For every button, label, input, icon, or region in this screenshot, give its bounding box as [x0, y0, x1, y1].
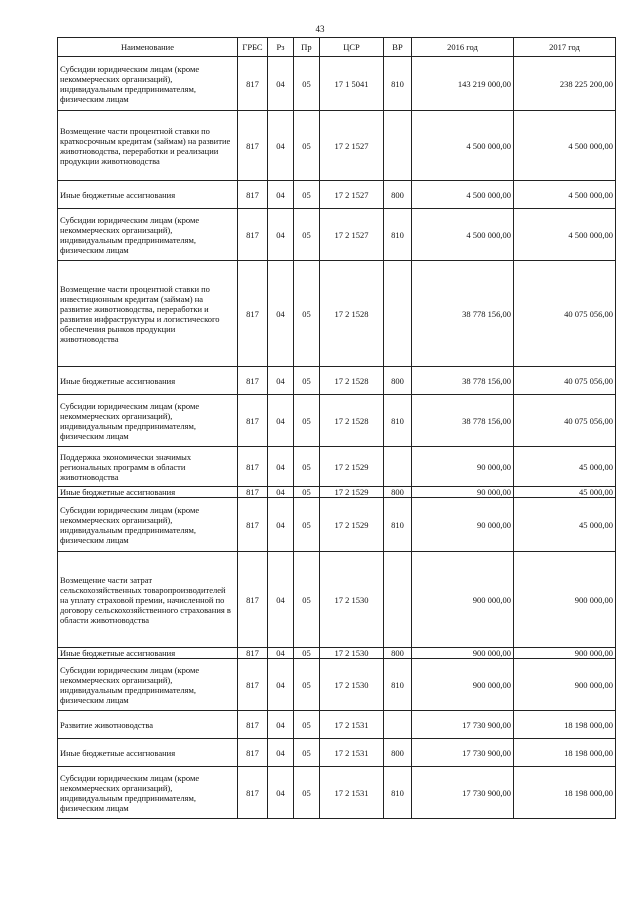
row-csr: 17 2 1529: [320, 487, 384, 498]
row-rz: 04: [268, 739, 294, 767]
row-vr: [384, 552, 412, 648]
row-2017: 238 225 200,00: [514, 57, 616, 111]
row-pr: 05: [294, 767, 320, 819]
row-grbs: 817: [238, 711, 268, 739]
row-pr: 05: [294, 659, 320, 711]
row-grbs: 817: [238, 498, 268, 552]
row-vr: 800: [384, 648, 412, 659]
row-grbs: 817: [238, 447, 268, 487]
row-2016: 38 778 156,00: [412, 261, 514, 367]
row-name: Иные бюджетные ассигнования: [58, 367, 238, 395]
row-rz: 04: [268, 447, 294, 487]
row-2017: 45 000,00: [514, 498, 616, 552]
table-row: [58, 552, 616, 648]
row-pr: 05: [294, 395, 320, 447]
row-grbs: 817: [238, 57, 268, 111]
row-name: Иные бюджетные ассигнования: [58, 739, 238, 767]
row-2017: 900 000,00: [514, 659, 616, 711]
row-rz: 04: [268, 181, 294, 209]
header-grbs: ГРБС: [238, 38, 268, 57]
budget-table: [57, 37, 616, 819]
row-vr: 810: [384, 498, 412, 552]
row-name: Субсидии юридическим лицам (кроме некоммерческих организаций), индивидуальным предпринимателям, физическим лицам: [58, 767, 238, 819]
row-name: Иные бюджетные ассигнования: [58, 487, 238, 498]
row-csr: 17 2 1531: [320, 739, 384, 767]
row-2016: 17 730 900,00: [412, 711, 514, 739]
row-2016: 143 219 000,00: [412, 57, 514, 111]
row-grbs: 817: [238, 209, 268, 261]
row-csr: 17 2 1531: [320, 767, 384, 819]
row-vr: 810: [384, 57, 412, 111]
table-row: [58, 498, 616, 552]
row-pr: 05: [294, 487, 320, 498]
row-rz: 04: [268, 261, 294, 367]
row-pr: 05: [294, 367, 320, 395]
row-2016: 4 500 000,00: [412, 111, 514, 181]
table-row: [58, 739, 616, 767]
row-grbs: 817: [238, 767, 268, 819]
row-grbs: 817: [238, 367, 268, 395]
row-grbs: 817: [238, 659, 268, 711]
row-rz: 04: [268, 767, 294, 819]
row-csr: 17 2 1528: [320, 395, 384, 447]
row-vr: 810: [384, 659, 412, 711]
row-grbs: 817: [238, 552, 268, 648]
row-rz: 04: [268, 395, 294, 447]
row-csr: 17 2 1530: [320, 659, 384, 711]
row-2017: 18 198 000,00: [514, 739, 616, 767]
row-grbs: 817: [238, 111, 268, 181]
row-pr: 05: [294, 57, 320, 111]
row-name: Субсидии юридическим лицам (кроме некоммерческих организаций), индивидуальным предпринимателям, физическим лицам: [58, 498, 238, 552]
row-2016: 17 730 900,00: [412, 767, 514, 819]
row-2016: 38 778 156,00: [412, 395, 514, 447]
row-name: Возмещение части процентной ставки по инвестиционным кредитам (займам) на развитие животноводства, переработки и развития инфраструктуры и логистического обеспечения рынков продукции животноводства: [58, 261, 238, 367]
row-2016: 90 000,00: [412, 447, 514, 487]
row-rz: 04: [268, 711, 294, 739]
row-grbs: 817: [238, 261, 268, 367]
row-rz: 04: [268, 111, 294, 181]
row-2017: 4 500 000,00: [514, 111, 616, 181]
row-pr: 05: [294, 181, 320, 209]
row-rz: 04: [268, 659, 294, 711]
row-csr: 17 1 5041: [320, 57, 384, 111]
row-2016: 900 000,00: [412, 552, 514, 648]
row-csr: 17 2 1531: [320, 711, 384, 739]
row-2017: 40 075 056,00: [514, 395, 616, 447]
row-pr: 05: [294, 111, 320, 181]
table-header-row: [58, 38, 616, 57]
row-vr: 810: [384, 209, 412, 261]
table-row: [58, 181, 616, 209]
table-row: [58, 447, 616, 487]
row-csr: 17 2 1527: [320, 111, 384, 181]
row-pr: 05: [294, 447, 320, 487]
row-2016: 38 778 156,00: [412, 367, 514, 395]
row-vr: [384, 711, 412, 739]
row-vr: [384, 261, 412, 367]
header-csr: ЦСР: [320, 38, 384, 57]
table-row: [58, 209, 616, 261]
row-rz: 04: [268, 498, 294, 552]
row-name: Субсидии юридическим лицам (кроме некоммерческих организаций), индивидуальным предпринимателям, физическим лицам: [58, 659, 238, 711]
row-name: Возмещение части процентной ставки по краткосрочным кредитам (займам) на развитие животноводства, переработки и реализации продукции животноводства: [58, 111, 238, 181]
row-name: Поддержка экономически значимых региональных программ в области животноводства: [58, 447, 238, 487]
row-pr: 05: [294, 739, 320, 767]
row-2016: 17 730 900,00: [412, 739, 514, 767]
row-csr: 17 2 1527: [320, 181, 384, 209]
table-row: [58, 487, 616, 498]
row-2016: 4 500 000,00: [412, 181, 514, 209]
row-2017: 900 000,00: [514, 648, 616, 659]
row-rz: 04: [268, 367, 294, 395]
row-2016: 90 000,00: [412, 498, 514, 552]
header-vr: ВР: [384, 38, 412, 57]
row-csr: 17 2 1528: [320, 261, 384, 367]
row-name: Возмещение части затрат сельскохозяйственных товаропроизводителей на уплату страховой премии, начисленной по договору сельскохозяйственного страхования в области животноводства: [58, 552, 238, 648]
row-pr: 05: [294, 261, 320, 367]
row-2017: 18 198 000,00: [514, 767, 616, 819]
row-vr: [384, 111, 412, 181]
table-row: [58, 767, 616, 819]
table-row: [58, 395, 616, 447]
row-name: Субсидии юридическим лицам (кроме некоммерческих организаций), индивидуальным предпринимателям, физическим лицам: [58, 57, 238, 111]
row-rz: 04: [268, 57, 294, 111]
header-name: Наименование: [58, 38, 238, 57]
row-grbs: 817: [238, 181, 268, 209]
row-rz: 04: [268, 648, 294, 659]
row-csr: 17 2 1527: [320, 209, 384, 261]
row-2017: 900 000,00: [514, 552, 616, 648]
row-2017: 4 500 000,00: [514, 209, 616, 261]
row-grbs: 817: [238, 487, 268, 498]
header-rz: Рз: [268, 38, 294, 57]
row-name: Иные бюджетные ассигнования: [58, 648, 238, 659]
row-rz: 04: [268, 552, 294, 648]
row-grbs: 817: [238, 395, 268, 447]
row-csr: 17 2 1528: [320, 367, 384, 395]
row-csr: 17 2 1530: [320, 648, 384, 659]
row-vr: 800: [384, 487, 412, 498]
row-pr: 05: [294, 209, 320, 261]
row-rz: 04: [268, 209, 294, 261]
row-2016: 900 000,00: [412, 648, 514, 659]
row-vr: 800: [384, 181, 412, 209]
row-2017: 45 000,00: [514, 447, 616, 487]
table-row: [58, 57, 616, 111]
row-csr: 17 2 1529: [320, 447, 384, 487]
row-pr: 05: [294, 552, 320, 648]
page-number: 43: [315, 24, 325, 34]
row-pr: 05: [294, 498, 320, 552]
header-pr: Пр: [294, 38, 320, 57]
row-grbs: 817: [238, 648, 268, 659]
row-rz: 04: [268, 487, 294, 498]
table-row: [58, 659, 616, 711]
row-2016: 900 000,00: [412, 659, 514, 711]
row-2016: 4 500 000,00: [412, 209, 514, 261]
row-2016: 90 000,00: [412, 487, 514, 498]
row-name: Субсидии юридическим лицам (кроме некоммерческих организаций), индивидуальным предпринимателям, физическим лицам: [58, 395, 238, 447]
row-vr: [384, 447, 412, 487]
row-vr: 800: [384, 739, 412, 767]
table-row: [58, 711, 616, 739]
row-pr: 05: [294, 711, 320, 739]
row-2017: 18 198 000,00: [514, 711, 616, 739]
row-grbs: 817: [238, 739, 268, 767]
header-2016: 2016 год: [412, 38, 514, 57]
row-vr: 810: [384, 395, 412, 447]
table-row: [58, 261, 616, 367]
row-name: Субсидии юридическим лицам (кроме некоммерческих организаций), индивидуальным предпринимателям, физическим лицам: [58, 209, 238, 261]
header-2017: 2017 год: [514, 38, 616, 57]
row-2017: 4 500 000,00: [514, 181, 616, 209]
row-csr: 17 2 1529: [320, 498, 384, 552]
row-name: Иные бюджетные ассигнования: [58, 181, 238, 209]
row-vr: 810: [384, 767, 412, 819]
table-row: [58, 648, 616, 659]
row-2017: 40 075 056,00: [514, 367, 616, 395]
row-2017: 45 000,00: [514, 487, 616, 498]
row-pr: 05: [294, 648, 320, 659]
row-csr: 17 2 1530: [320, 552, 384, 648]
row-name: Развитие животноводства: [58, 711, 238, 739]
table-row: [58, 367, 616, 395]
table-row: [58, 111, 616, 181]
row-vr: 800: [384, 367, 412, 395]
row-2017: 40 075 056,00: [514, 261, 616, 367]
